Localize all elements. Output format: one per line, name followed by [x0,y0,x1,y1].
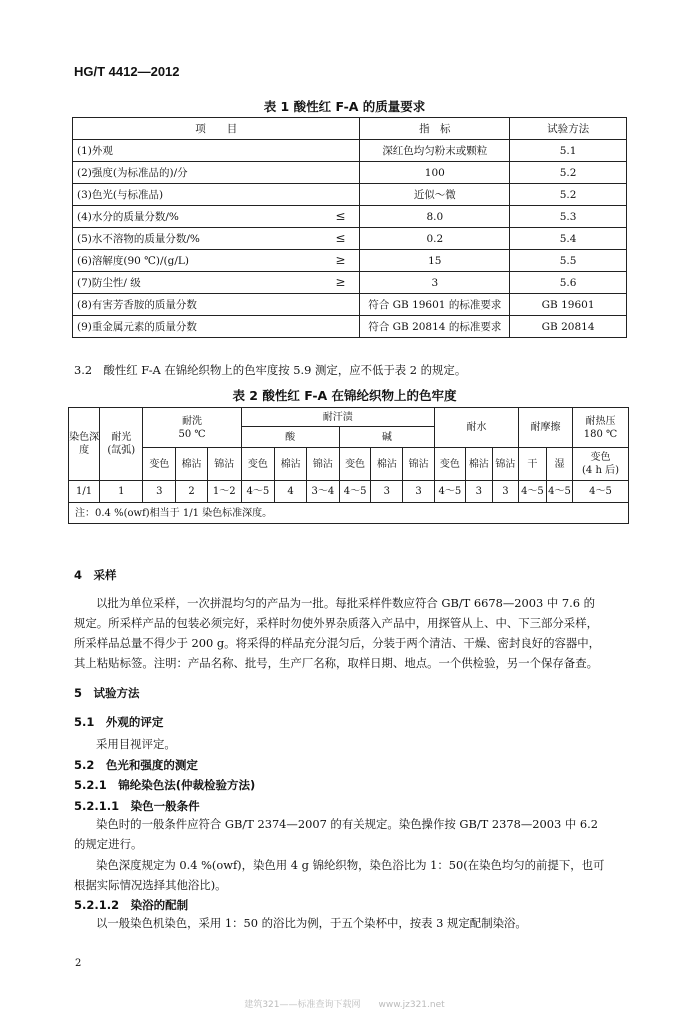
table1-item-cell [73,140,360,162]
table1-comparison-symbol: ≤ [335,231,346,245]
table1-row [73,272,627,294]
table1-item-label: (3)色光(与标准品) [77,189,164,201]
table2-data-cell: 4～5 [434,481,465,503]
para-5-2-1-1-b: 的规定进行。 [74,837,143,851]
table1-value-cell: 近似～微 [360,184,510,206]
section-3-2: 3.2 酸性红 F-A 在锦纶织物上的色牢度按 5.9 测定，应不低于表 2 的规定。 [74,363,467,377]
table1-comparison-symbol: ≥ [335,253,346,267]
section4-line-1: 以批为单位采样，一次拼混均匀的产品为一批。每批采样件数应符合 GB/T 6678—2003 中 7.6 的 [96,596,595,610]
table1-value-cell: 3 [360,272,510,294]
table2-data-cell: 4～5 [339,481,371,503]
table2-sub-heat: 变色 (4 h 后) [573,448,629,481]
table1-comparison-symbol: ≤ [335,209,346,223]
table2-sub-change: 变色 [241,448,275,481]
table1-caption: 表 1 酸性红 F-A 的质量要求 [263,99,426,114]
para-5-2-1-2: 以一般染色机染色，采用 1：50 的浴比为例，于五个染杯中，按表 3 规定配制染浴。 [96,916,527,930]
heading-5-2-1-1: 5.2.1.1 染色一般条件 [74,799,200,813]
section4-heading: 4 采样 [74,568,117,582]
table2-sub-nylon: 锦沾 [492,448,518,481]
para-5-2-1-1-c: 染色深度规定为 0.4 %(owf)，染色用 4 g 锦纶织物，染色浴比为 1：50(在染色均匀的前提下，也可 [96,858,605,872]
table1-method-cell: 5.2 [510,162,627,184]
table2-sub-cotton: 棉沾 [176,448,208,481]
heading-5-2: 5.2 色光和强度的测定 [74,758,198,772]
table2-data-cell: 4～5 [546,481,572,503]
table1-header-row [73,118,627,140]
section4-line-2: 规定。所采样产品的包装必须完好，采样时勿使外界杂质落入产品中，用探管从上、中、下三部分采样， [74,616,598,630]
table1-header-method: 试验方法 [510,118,627,140]
table2-data-cell: 1～2 [207,481,241,503]
table2-sub-change: 变色 [339,448,371,481]
table1-item-cell [73,316,360,338]
table1-row [73,250,627,272]
table1-value-cell: 符合 GB 20814 的标准要求 [360,316,510,338]
table2-data-cell: 2 [176,481,208,503]
table2-data-cell: 3 [403,481,435,503]
table2-data-row [69,481,629,503]
table2-sub-cotton: 棉沾 [275,448,307,481]
table1-item-cell [73,250,360,272]
table1-row [73,184,627,206]
table2-caption: 表 2 酸性红 F-A 在锦纶织物上的色牢度 [232,388,457,403]
heading-5-2-1: 5.2.1 锦纶染色法(仲裁检验方法) [74,778,256,792]
table2-sub-dry: 干 [518,448,546,481]
table1-method-cell: 5.6 [510,272,627,294]
table1-value-cell: 深红色均匀粉末或颗粒 [360,140,510,162]
table2-sweat-header: 耐汗渍 [241,408,434,427]
table1-row [73,140,627,162]
section4-line-3: 所采样品总量不得少于 200 g。将采得的样品充分混匀后，分装于两个清洁、干燥、密封良好的容器中， [74,636,601,650]
table2-data-cell: 4～5 [518,481,546,503]
table1-value-cell: 15 [360,250,510,272]
table2-data-cell: 3 [465,481,492,503]
table2-sub-cotton: 棉沾 [371,448,403,481]
table2-sub-change: 变色 [143,448,176,481]
table1-item-label: (8)有害芳香胺的质量分数 [77,299,197,311]
table1-row [73,316,627,338]
table1-item-label: (1)外观 [77,145,113,157]
table1-value-cell: 0.2 [360,228,510,250]
table1-header-index: 指 标 [360,118,510,140]
section4-line-4: 其上粘贴标签。注明：产品名称、批号，生产厂名称，取样日期、地点。一个供检验，另一个保存备查。 [74,656,598,670]
table2-light-header: 耐光 (氙弧) [100,408,143,481]
table1-header-item: 项 目 [73,118,360,140]
table1-comparison-symbol: ≥ [335,275,346,289]
table1-method-cell: 5.2 [510,184,627,206]
table1-row [73,228,627,250]
table1-value-cell: 符合 GB 19601 的标准要求 [360,294,510,316]
table2-sub-change: 变色 [434,448,465,481]
table1-item-label: (7)防尘性/ 级 [77,277,141,289]
table1-item-label: (6)溶解度(90 ℃)/(g/L) [77,255,189,267]
standard-number: HG/T 4412—2012 [74,64,180,79]
table1-method-cell: GB 20814 [510,316,627,338]
table2-note: 注：0.4 %(owf)相当于 1/1 染色标准深度。 [69,503,629,524]
table1-item-cell [73,228,360,250]
heading-5-2-1-2: 5.2.1.2 染浴的配制 [74,898,189,912]
table2-sub-wet: 湿 [546,448,572,481]
table1-item-label: (2)强度(为标准品的)/分 [77,167,188,179]
table1-row [73,294,627,316]
table1-row [73,206,627,228]
table1-item-cell [73,272,360,294]
table1-value-cell: 8.0 [360,206,510,228]
table1-method-cell: 5.1 [510,140,627,162]
table1-item-cell [73,206,360,228]
table1-row [73,162,627,184]
table1-method-cell: 5.5 [510,250,627,272]
table2-data-cell: 3 [371,481,403,503]
table2-data-cell: 1/1 [69,481,100,503]
table1-item-cell [73,184,360,206]
table2-data-cell: 4 [275,481,307,503]
table1-method-cell: GB 19601 [510,294,627,316]
heading-5-1: 5.1 外观的评定 [74,715,164,729]
table1-method-cell: 5.3 [510,206,627,228]
table1-item-label: (9)重金属元素的质量分数 [77,321,197,333]
table1 [72,117,627,338]
table2-data-cell: 3 [143,481,176,503]
table1-value-cell: 100 [360,162,510,184]
table2-data-cell: 3 [492,481,518,503]
table2-data-cell: 1 [100,481,143,503]
table2-rub-header: 耐摩擦 [518,408,572,448]
table2-sub-cotton: 棉沾 [465,448,492,481]
table2-data-cell: 3～4 [306,481,339,503]
table1-item-label: (5)水不溶物的质量分数/% [77,233,200,245]
table2-depth-header: 染色深度 [69,408,100,481]
table1-item-label: (4)水分的质量分数/% [77,211,179,223]
table2-wash-header: 耐洗 50 ℃ [143,408,241,448]
section5-heading: 5 试验方法 [74,686,140,700]
table2-acid-header: 酸 [241,427,339,448]
table2 [68,407,629,524]
para-5-2-1-1-d: 根据实际情况选择其他浴比)。 [74,878,227,892]
table1-item-cell [73,162,360,184]
table2-sub-nylon: 锦沾 [207,448,241,481]
table2-sub-nylon: 锦沾 [306,448,339,481]
table1-item-cell [73,294,360,316]
table2-water-header: 耐水 [434,408,518,448]
table2-data-cell: 4～5 [573,481,629,503]
watermark: 建筑321——标准查询下载网 www.jz321.net [244,1000,445,1010]
para-5-2-1-1-a: 染色时的一般条件应符合 GB/T 2374—2007 的有关规定。染色操作按 GB/T 2378—2003 中 6.2 [96,817,598,831]
table2-heat-header: 耐热压 180 ℃ [573,408,629,448]
page-number: 2 [75,958,82,969]
table2-data-cell: 4～5 [241,481,275,503]
table2-sub-nylon: 锦沾 [403,448,435,481]
para-5-1: 采用目视评定。 [96,737,176,751]
table1-method-cell: 5.4 [510,228,627,250]
table2-alkali-header: 碱 [339,427,434,448]
